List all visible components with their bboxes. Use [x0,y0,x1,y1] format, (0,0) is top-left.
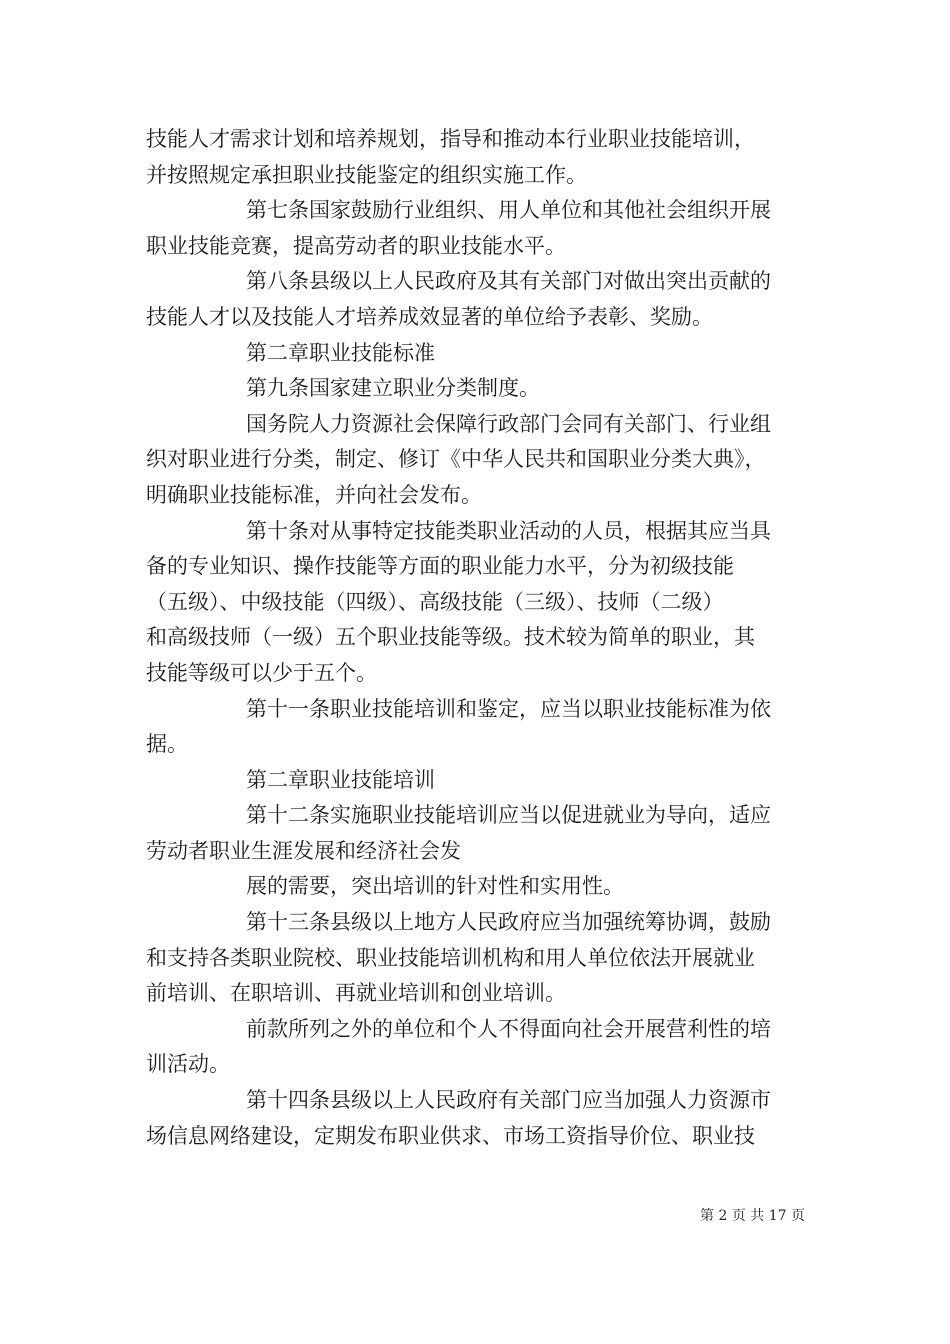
text-line: 并按照规定承担职业技能鉴定的组织实施工作。 [146,162,587,187]
chapter-heading: 第二章职业技能标准 [246,340,435,365]
article-13: 第十三条县级以上地方人民政府应当加强统筹协调，鼓励 [246,910,771,935]
article-7: 第七条国家鼓励行业组织、用人单位和其他社会组织开展 [246,198,771,223]
text-line: 前培训、在职培训、再就业培训和创业培训。 [146,981,566,1006]
text-line: 场信息网络建设，定期发布职业供求、市场工资指导价位、职业技 [146,1123,755,1148]
text-line: 劳动者职业生涯发展和经济社会发 [146,838,461,863]
text-line: （五级）、中级技能（四级）、高级技能（三级）、技师（二级） [146,589,724,614]
article-9: 第九条国家建立职业分类制度。 [246,376,540,401]
text-line: 明确职业技能标准，并向社会发布。 [146,482,482,507]
text-line: 和高级技师（一级）五个职业技能等级。技术较为简单的职业，其 [146,625,755,650]
article-10: 第十条对从事特定技能类职业活动的人员，根据其应当具 [246,518,771,543]
article-14: 第十四条县级以上人民政府有关部门应当加强人力资源市 [246,1088,771,1113]
text-line: 备的专业知识、操作技能等方面的职业能力水平，分为初级技能 [146,554,734,579]
text-line: 展的需要，突出培训的针对性和实用性。 [246,874,624,899]
paragraph-start: 前款所列之外的单位和个人不得面向社会开展营利性的培 [246,1016,771,1041]
document-body [146,122,806,1154]
text-line: 训活动。 [146,1052,230,1077]
text-line: 技能等级可以少于五个。 [146,660,377,685]
article-8: 第八条县级以上人民政府及其有关部门对做出突出贡献的 [246,269,771,294]
paragraph-start: 国务院人力资源社会保障行政部门会同有关部门、行业组 [246,411,771,436]
page-number: 第 2 页 共 17 页 [700,1208,805,1224]
text-line: 职业技能竞赛，提高劳动者的职业技能水平。 [146,233,566,258]
text-line: 据。 [146,732,188,757]
chapter-heading: 第二章职业技能培训 [246,767,435,792]
text-line: 织对职业进行分类，制定、修订《中华人民共和国职业分类大典》， [146,447,766,472]
article-11: 第十一条职业技能培训和鉴定，应当以职业技能标准为依 [246,696,771,721]
text-line: 和支持各类职业院校、职业技能培训机构和用人单位依法开展就业 [146,945,755,970]
article-12: 第十二条实施职业技能培训应当以促进就业为导向，适应 [246,803,771,828]
text-line: 技能人才需求计划和培养规划，指导和推动本行业职业技能培训， [146,127,755,151]
text-line: 技能人才以及技能人才培养成效显著的单位给予表彰、奖励。 [146,304,713,329]
